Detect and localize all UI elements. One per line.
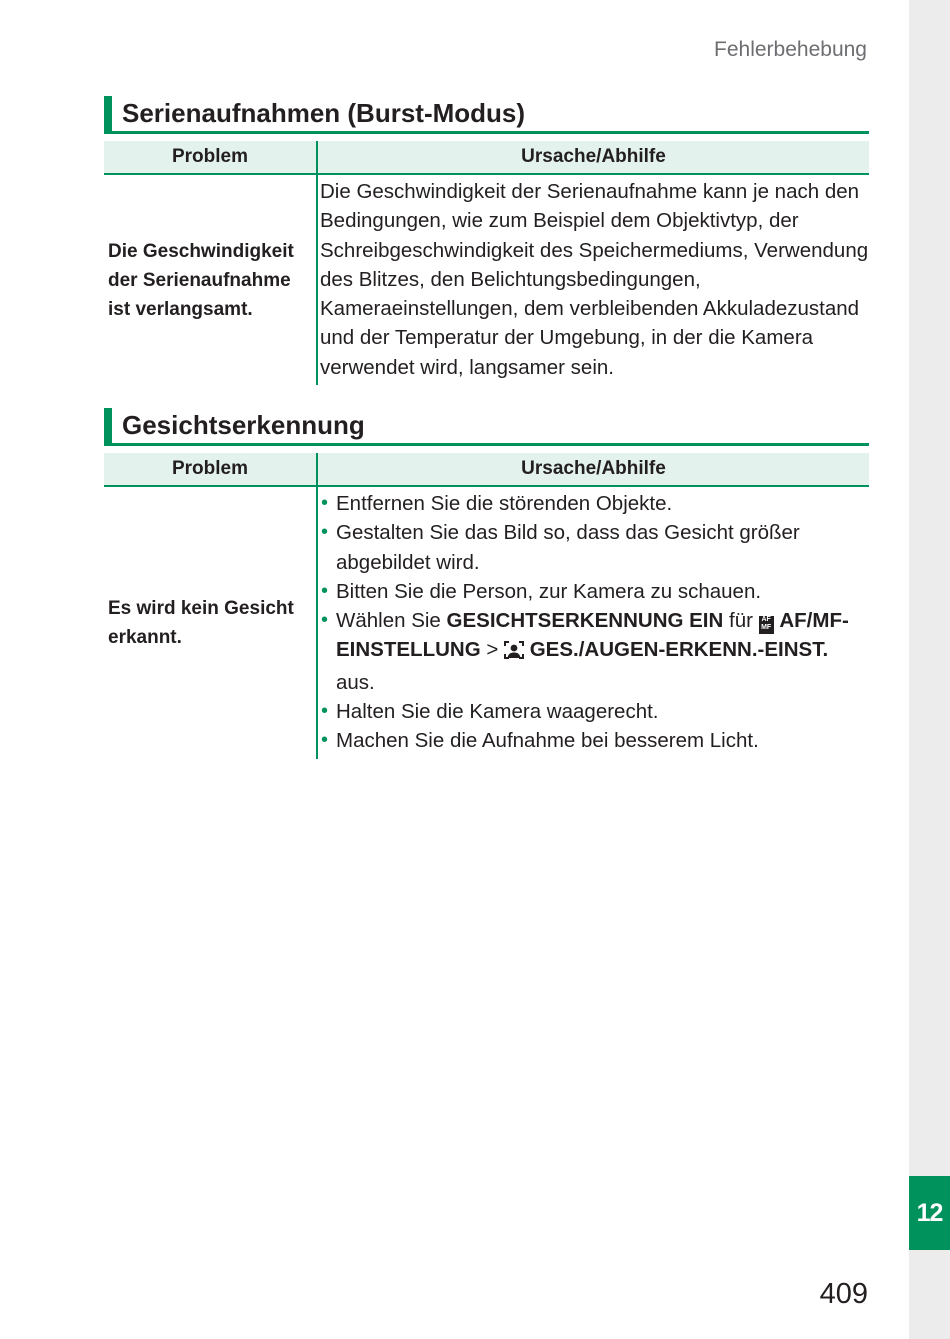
table-header-row	[104, 453, 869, 486]
instruction-pre: Wählen Sie	[336, 609, 447, 633]
bullet-icon: •	[321, 492, 329, 514]
side-margin-strip	[909, 0, 950, 1339]
instruction-post: aus.	[336, 670, 375, 694]
list-item-text: Gestalten Sie das Bild so, dass das Gesicht größer abgebildet wird.	[336, 521, 800, 574]
menu-name-face-eye: GES./AUGEN-ERKENN.-EINST.	[529, 638, 829, 662]
list-item	[320, 577, 869, 606]
column-header-solution: Ursache/Abhilfe	[317, 141, 869, 174]
problem-cell: Es wird kein Gesicht erkannt.	[104, 486, 317, 759]
solution-text: Die Geschwindigkeit der Serienaufnahme kann je nach den Bedingungen, wie zum Beispiel dem Objektivtyp, der Schreibgeschwindigkeit des Speichermediums, Verwendung des Blitzes, den Belichtungsbedingungen, Kameraeinstellungen, dem verbleibenden Akkuladezustand und der Temperatur der Umgebung, in der die Kamera verwendet wird, langsamer sein.	[320, 180, 869, 379]
list-item-text: Machen Sie die Aufnahme bei besserem Licht.	[336, 729, 759, 753]
section-title: Serienaufnahmen (Burst-Modus)	[104, 96, 869, 134]
solution-list	[320, 489, 869, 756]
column-header-solution: Ursache/Abhilfe	[317, 453, 869, 486]
section-burst-mode	[104, 96, 869, 385]
troubleshooting-table	[104, 141, 869, 385]
section-title: Gesichtserkennung	[104, 408, 869, 446]
list-item-text: Entfernen Sie die störenden Objekte.	[336, 492, 673, 515]
list-item-text: Halten Sie die Kamera waagerecht.	[336, 700, 659, 724]
menu-separator: >	[480, 638, 505, 662]
list-item	[320, 606, 869, 697]
setting-name: GESICHTSERKENNUNG EIN	[446, 609, 724, 633]
list-item-text: Bitten Sie die Person, zur Kamera zu schauen.	[336, 579, 762, 603]
column-header-problem: Problem	[104, 453, 317, 486]
face-detection-icon	[504, 638, 524, 667]
chapter-tab[interactable]	[909, 1176, 950, 1250]
af-mf-menu-icon: AF MF	[759, 616, 774, 634]
bullet-icon: •	[321, 521, 329, 544]
problem-cell: Die Geschwindigkeit der Serienaufnahme ist verlangsamt.	[104, 174, 317, 385]
list-item	[320, 518, 869, 577]
section-face-detection	[104, 408, 869, 759]
bullet-icon: •	[321, 579, 329, 602]
solution-cell	[317, 486, 869, 759]
table-header-row	[104, 141, 869, 174]
chapter-number: 12	[916, 1198, 943, 1227]
page-number: 409	[819, 1278, 868, 1310]
list-item	[320, 489, 869, 518]
instruction-mid: für	[723, 609, 759, 633]
troubleshooting-table	[104, 453, 869, 759]
bullet-icon: •	[321, 609, 329, 632]
table-row	[104, 486, 869, 759]
bullet-icon: •	[321, 700, 329, 723]
running-title: Fehlerbehebung	[714, 38, 867, 61]
menu-name-af-mf: AF/MF-EINSTELLUNG	[336, 609, 849, 662]
list-item	[320, 726, 869, 755]
column-header-problem: Problem	[104, 141, 317, 174]
table-row	[104, 174, 869, 385]
solution-cell	[317, 174, 869, 385]
list-item	[320, 697, 869, 726]
bullet-icon: •	[321, 729, 329, 752]
